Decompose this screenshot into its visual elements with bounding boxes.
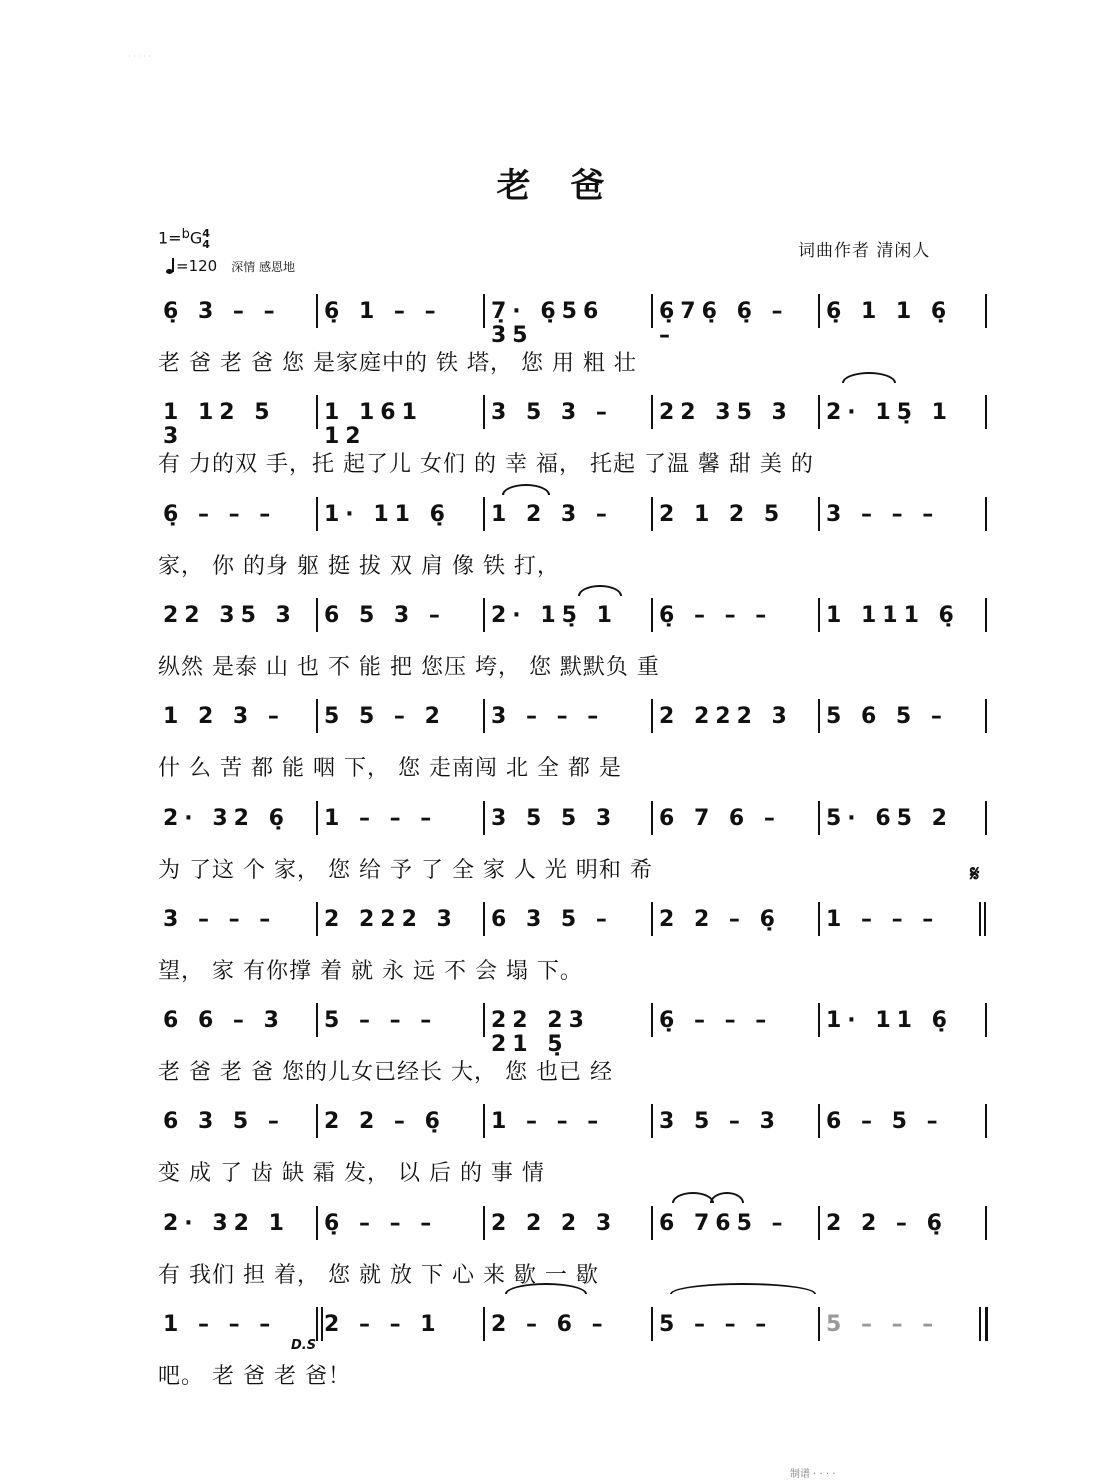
measure: 6 5 3 – bbox=[324, 602, 446, 628]
bar-line bbox=[483, 294, 485, 328]
measure: 3 – – – bbox=[826, 501, 940, 527]
bar-line bbox=[651, 1307, 653, 1341]
measure: 3 – – – bbox=[163, 906, 277, 932]
key-prefix: 1= bbox=[158, 228, 182, 248]
bar-line bbox=[985, 1104, 987, 1138]
key-note: G bbox=[189, 228, 203, 248]
score-system bbox=[0, 1110, 1115, 1210]
bar-line bbox=[651, 1003, 653, 1037]
measure: 3 5 – 3 bbox=[659, 1109, 781, 1135]
bar-line bbox=[818, 395, 820, 429]
flat-sign: b bbox=[181, 226, 190, 242]
measure: 2 – – 1 bbox=[324, 1312, 442, 1337]
measure: 3 5 5 3 bbox=[491, 805, 618, 831]
bar-line bbox=[818, 497, 820, 531]
measure: 6 3 5 – bbox=[491, 906, 613, 932]
bar-line bbox=[483, 1206, 485, 1240]
measure: 6̣ 3 – – bbox=[163, 299, 281, 324]
measure: 2· 32 1 bbox=[163, 1210, 290, 1236]
measure: 5 6 5 – bbox=[826, 704, 948, 730]
measure: 2 2 2 3 bbox=[491, 1210, 618, 1236]
segno-sign: 𝄋 bbox=[970, 862, 980, 887]
score-system bbox=[0, 503, 1115, 603]
bar-line bbox=[316, 801, 318, 835]
lyrics-line: 家， 你 的身 躯 挺 拔 双 肩 像 铁 打， bbox=[158, 553, 560, 579]
notation-line bbox=[0, 705, 1115, 735]
notation-line bbox=[0, 503, 1115, 533]
measure: 2· 15̣ 1 bbox=[491, 602, 618, 628]
bar-line bbox=[985, 1003, 987, 1037]
measure: 2 1 2 5 bbox=[659, 501, 786, 527]
bar-line bbox=[818, 1104, 820, 1138]
bar-line bbox=[985, 598, 987, 632]
measure: 2· 32 6̣ bbox=[163, 805, 290, 831]
bar-line bbox=[483, 1104, 485, 1138]
bar-line bbox=[985, 497, 987, 531]
measure: 6̣ 1 – – bbox=[324, 299, 442, 324]
bar-line bbox=[818, 1307, 820, 1341]
score-system bbox=[0, 401, 1115, 501]
score-system bbox=[0, 604, 1115, 704]
lyrics-line: 什 么 苦 都 能 咽 下， 您 走南闯 北 全 都 是 bbox=[158, 756, 622, 782]
measure: 2 2 – 6̣ bbox=[826, 1210, 948, 1236]
notation-line bbox=[0, 1110, 1115, 1140]
lyrics-line: 纵然 是泰 山 也 不 能 把 您压 垮， 您 默默负 重 bbox=[158, 654, 660, 680]
notation-line bbox=[0, 1008, 1115, 1058]
notation-line bbox=[0, 1212, 1115, 1242]
bar-line bbox=[985, 1206, 987, 1240]
bar-line bbox=[651, 902, 653, 936]
lyrics-line: 有 我们 担 着， 您 就 放 下 心 来 歇 一 歇 bbox=[158, 1262, 599, 1288]
lyrics-line: 为 了这 个 家， 您 给 予 了 全 家 人 光 明和 希 bbox=[158, 857, 653, 883]
bar-line bbox=[316, 902, 318, 936]
bar-line bbox=[651, 395, 653, 429]
measure: 2 2 – 6̣ bbox=[324, 1109, 446, 1135]
ds-marking: D.S bbox=[291, 1338, 317, 1353]
measure: 3 – – – bbox=[491, 704, 605, 730]
measure: 6 3 5 – bbox=[163, 1109, 285, 1135]
bar-line bbox=[483, 395, 485, 429]
key-signature bbox=[158, 228, 210, 250]
measure: 22 23 21 5̣ bbox=[491, 1008, 590, 1058]
quarter-note-icon bbox=[166, 258, 174, 274]
measure: 6̣ – – – bbox=[659, 1008, 773, 1034]
bar-line bbox=[483, 699, 485, 733]
bar-line bbox=[651, 598, 653, 632]
notation-line bbox=[0, 299, 1115, 348]
measure: 6̣ 1 1 6̣ bbox=[826, 299, 953, 324]
lyrics-line: 望， 家 有你撑 着 就 永 远 不 会 塌 下。 bbox=[158, 958, 583, 984]
measure: 1 – – – bbox=[826, 906, 940, 932]
bar-line bbox=[818, 598, 820, 632]
lyrics-line: 老 爸 老 爸 您 是家庭中的 铁 塔， 您 用 粗 壮 bbox=[158, 351, 637, 376]
bar-line bbox=[651, 294, 653, 328]
bar-line bbox=[818, 699, 820, 733]
bar-line bbox=[985, 801, 987, 835]
measure: 1 111 6̣ bbox=[826, 602, 960, 628]
bar-line bbox=[483, 497, 485, 531]
measure: 2· 15̣ 1 bbox=[826, 400, 953, 426]
score-system bbox=[0, 300, 1115, 400]
bar-line bbox=[651, 1104, 653, 1138]
measure: 1 – – – bbox=[163, 1312, 277, 1337]
measure: 5 – – – bbox=[659, 1312, 773, 1337]
notation-line bbox=[0, 908, 1115, 938]
bar-line bbox=[316, 1003, 318, 1037]
bar-line bbox=[316, 1307, 318, 1341]
bar-line bbox=[316, 294, 318, 328]
lyrics-line: 吧。 老 爸 老 爸！ bbox=[158, 1364, 351, 1389]
bar-line bbox=[818, 801, 820, 835]
measure: 2 222 3 bbox=[659, 704, 793, 730]
header-faint-text: · · · · · bbox=[128, 52, 151, 61]
lyrics-line: 变 成 了 齿 缺 霜 发， 以 后 的 事 情 bbox=[158, 1161, 545, 1187]
measure: 6̣76̣ 6̣ – – bbox=[659, 299, 789, 348]
bar-line bbox=[316, 395, 318, 429]
measure: 6̣ – – – bbox=[324, 1210, 438, 1236]
measure: 1 2 3 – bbox=[163, 704, 285, 730]
measure: 5 – – – bbox=[324, 1008, 438, 1034]
bar-line bbox=[483, 801, 485, 835]
measure: 7̣· 6̣56 35 bbox=[491, 299, 605, 348]
measure: 2 – 6 – bbox=[491, 1312, 609, 1337]
score-system bbox=[0, 908, 1115, 1008]
measure: 1 161 12 bbox=[324, 400, 423, 450]
lyrics-line: 有 力的双 手，托 起了儿 女们 的 幸 福， 托起 了温 馨 甜 美 的 bbox=[158, 452, 814, 478]
expression-text: 深情 感恩地 bbox=[231, 260, 296, 274]
measure: 22 35 3 bbox=[659, 400, 793, 426]
score-system bbox=[0, 1009, 1115, 1109]
notation-line bbox=[0, 400, 1115, 450]
bar-line bbox=[483, 1003, 485, 1037]
measure: 1 – – – bbox=[491, 1109, 605, 1135]
measure: 1 12 5 3 bbox=[163, 400, 276, 450]
bar-line bbox=[818, 294, 820, 328]
measure: 6 – 5 – bbox=[826, 1109, 944, 1135]
measure: 5 5 – 2 bbox=[324, 704, 446, 730]
bar-line bbox=[483, 902, 485, 936]
measure: 3 5 3 – bbox=[491, 400, 613, 426]
score-system bbox=[0, 1313, 1115, 1413]
bar-line bbox=[985, 294, 987, 328]
measure: 2 222 3 bbox=[324, 906, 458, 932]
bar-line bbox=[483, 1307, 485, 1341]
measure: 5· 65 2 bbox=[826, 805, 953, 831]
bar-line bbox=[651, 699, 653, 733]
bar-line bbox=[818, 1003, 820, 1037]
measure: 5 – – – bbox=[826, 1312, 940, 1337]
measure: 6 765 – bbox=[659, 1210, 789, 1236]
bar-line bbox=[985, 1307, 988, 1341]
measure: 1· 11 6̣ bbox=[826, 1008, 953, 1034]
bar-line bbox=[316, 598, 318, 632]
notation-line bbox=[0, 1313, 1115, 1343]
bar-line bbox=[651, 1206, 653, 1240]
bar-line bbox=[979, 902, 981, 936]
composer-credit: 词曲作者 清闲人 bbox=[798, 241, 931, 261]
measure: 6̣ – – – bbox=[659, 602, 773, 628]
bar-line bbox=[985, 395, 987, 429]
lyrics-line: 老 爸 老 爸 您的儿女已经长 大， 您 也已 经 bbox=[158, 1060, 613, 1086]
score-system bbox=[0, 705, 1115, 805]
measure: 1· 11 6̣ bbox=[324, 501, 451, 527]
score-system bbox=[0, 807, 1115, 907]
measure: 22 35 3 bbox=[163, 602, 297, 628]
measure: 1 – – – bbox=[324, 805, 438, 831]
measure: 6 6 – 3 bbox=[163, 1008, 285, 1034]
bar-line bbox=[818, 902, 820, 936]
notation-line bbox=[0, 807, 1115, 837]
footer-text: 制谱 · · · · bbox=[790, 1469, 836, 1480]
bar-line bbox=[316, 497, 318, 531]
bar-line bbox=[818, 1206, 820, 1240]
song-title: 老 爸 bbox=[496, 166, 619, 206]
bar-line bbox=[651, 497, 653, 531]
measure: 1 2 3 – bbox=[491, 501, 613, 527]
bar-line bbox=[316, 1104, 318, 1138]
tempo-marking bbox=[166, 257, 295, 275]
measure: 6 7 6 – bbox=[659, 805, 781, 831]
measure: 2 2 – 6̣ bbox=[659, 906, 781, 932]
bar-line bbox=[651, 801, 653, 835]
measure: 6̣ – – – bbox=[163, 501, 277, 527]
bar-line bbox=[316, 1206, 318, 1240]
time-signature: 4 4 bbox=[202, 227, 210, 251]
bar-line bbox=[985, 699, 987, 733]
bar-line bbox=[483, 598, 485, 632]
bar-line bbox=[316, 699, 318, 733]
score-system bbox=[0, 1212, 1115, 1312]
tempo-value: =120 bbox=[176, 257, 218, 275]
notation-line bbox=[0, 604, 1115, 634]
